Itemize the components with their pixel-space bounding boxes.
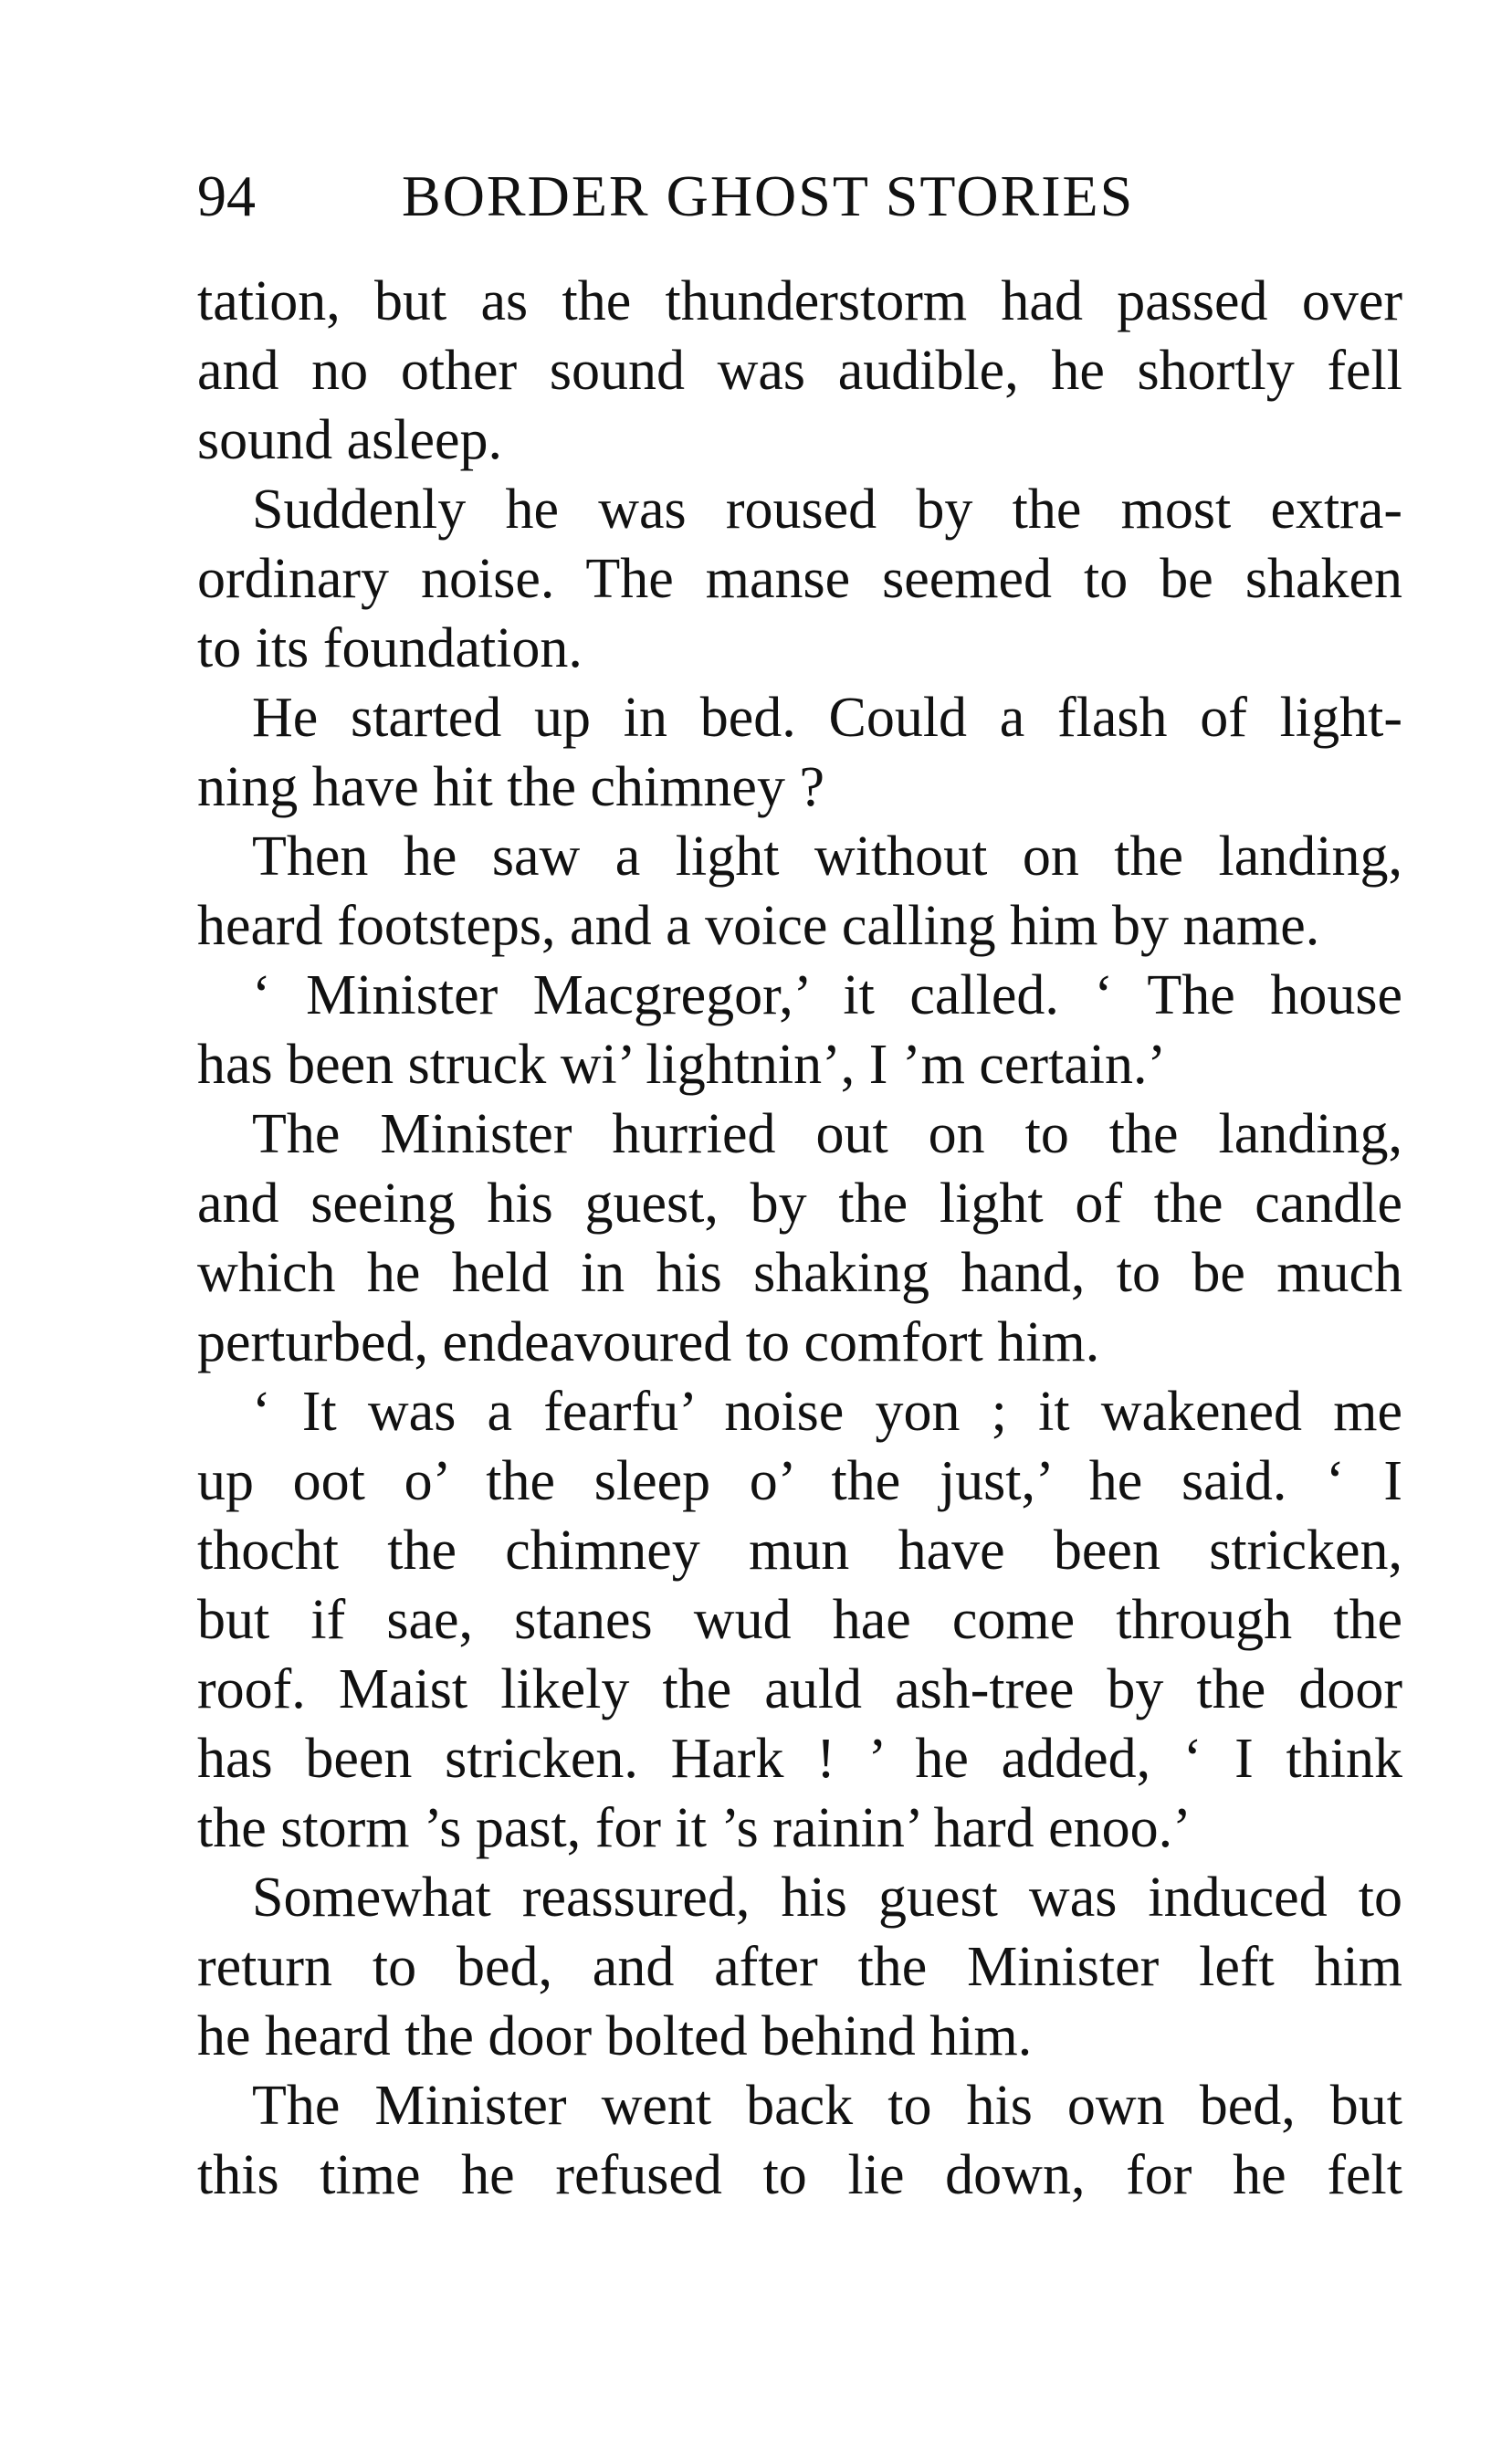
text-line: perturbed, endeavoured to comfort him. bbox=[197, 1311, 1100, 1373]
text-line: ning have hit the chimney ? bbox=[197, 756, 824, 818]
text-line: The Minister hurried out on to the landing, bbox=[252, 1103, 1402, 1165]
text-line: the storm ’s past, for it ’s rainin’ hard enoo.’ bbox=[197, 1797, 1192, 1859]
text-line: ‘ It was a fearfu’ noise yon ; it wakened me bbox=[252, 1381, 1402, 1443]
text-line: The Minister went back to his own bed, but bbox=[252, 2075, 1402, 2137]
text-line: heard footsteps, and a voice calling him by name. bbox=[197, 895, 1320, 957]
text-line: roof. Maist likely the auld ash-tree by the door bbox=[197, 1658, 1402, 1720]
text-line: thocht the chimney mun have been stricken, bbox=[197, 1520, 1402, 1582]
text-line: which he held in his shaking hand, to be much bbox=[197, 1242, 1402, 1304]
running-head: BORDER GHOST STORIES bbox=[402, 163, 1135, 228]
text-line: tation, but as the thunderstorm had passed over bbox=[197, 270, 1402, 332]
text-line: up oot o’ the sleep o’ the just,’ he said. ‘ I bbox=[197, 1450, 1402, 1512]
text-line: but if sae, stanes wud hae come through the bbox=[197, 1589, 1402, 1651]
text-line: sound asleep. bbox=[197, 409, 503, 471]
text-line: he heard the door bolted behind him. bbox=[197, 2005, 1033, 2067]
text-line: Then he saw a light without on the landing, bbox=[252, 826, 1402, 888]
text-line: ‘ Minister Macgregor,’ it called. ‘ The house bbox=[252, 964, 1402, 1026]
text-line: to its foundation. bbox=[197, 617, 583, 679]
text-line: and no other sound was audible, he shortly fell bbox=[197, 340, 1402, 402]
text-line: return to bed, and after the Minister left him bbox=[197, 1936, 1402, 1998]
text-line: has been stricken. Hark ! ’ he added, ‘ I think bbox=[197, 1728, 1402, 1790]
text-line: has been struck wi’ lightnin’, I ’m certain.’ bbox=[197, 1034, 1167, 1096]
page-number: 94 bbox=[197, 163, 256, 228]
text-line: Somewhat reassured, his guest was induced to bbox=[252, 1867, 1402, 1929]
text-line: Suddenly he was roused by the most extra- bbox=[252, 479, 1402, 541]
text-line: ordinary noise. The manse seemed to be shaken bbox=[197, 548, 1402, 610]
text-line: He started up in bed. Could a flash of light- bbox=[252, 687, 1402, 749]
page-header bbox=[197, 155, 1402, 237]
text-line: this time he refused to lie down, for he felt bbox=[197, 2144, 1402, 2206]
text-line: and seeing his guest, by the light of the candle bbox=[197, 1173, 1402, 1235]
